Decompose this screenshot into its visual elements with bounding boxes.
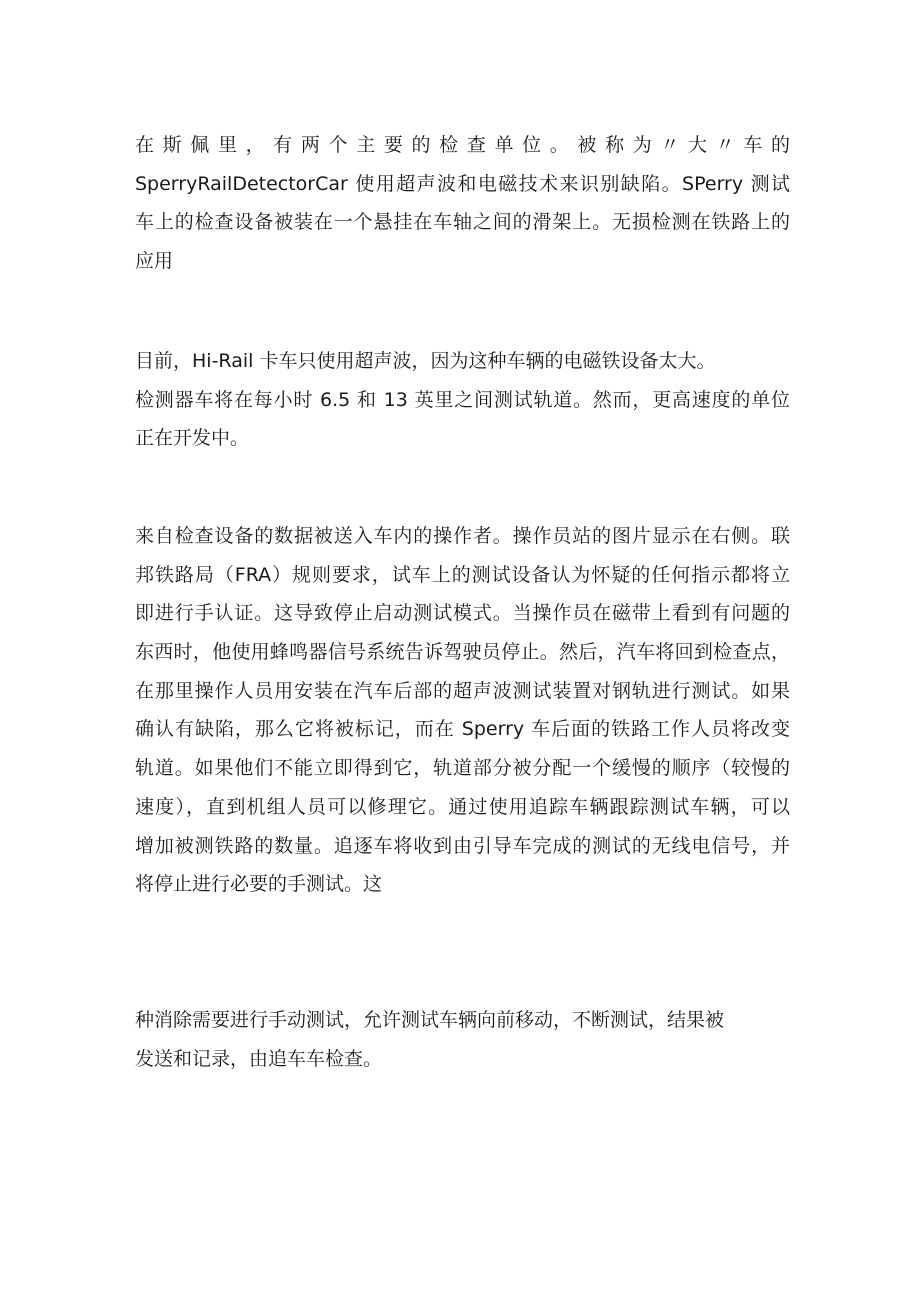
paragraph-line: 将停止进行必要的手测试。这	[135, 873, 383, 896]
paragraph-line: 发送和记录，由追车车检查。	[135, 1047, 383, 1070]
paragraph-line: 种消除需要进行手动测试，允许测试车辆向前移动，不断测试，结果被	[135, 1009, 725, 1031]
paragraph-line: 应用	[135, 250, 174, 273]
paragraph-1	[135, 126, 790, 281]
paragraph-line: 在斯佩里，有两个主要的检查单位。被称为〃大〃车的	[135, 134, 790, 156]
paragraph-line: 在那里操作人员用安装在汽车后部的超声波测试装置对钢轨进行测试。如果	[135, 679, 790, 702]
paragraph-line: 检测器车将在每小时 6.5 和 13 英里之间测试轨道。然而，更高速度的单位	[135, 388, 790, 411]
paragraph-line: 即进行手认证。这导致停止启动测试模式。当操作员在磁带上看到有问题的	[135, 602, 790, 625]
paragraph-line: SperryRailDetectorCar 使用超声波和电磁技术来识别缺陷。SPerry 测试	[135, 172, 790, 195]
paragraph-line: 确认有缺陷，那么它将被标记，而在 Sperry 车后面的铁路工作人员将改变	[135, 718, 790, 741]
paragraph-line: 速度），直到机组人员可以修理它。通过使用追踪车辆跟踪测试车辆，可以	[135, 795, 790, 818]
paragraph-line: 正在开发中。	[135, 427, 250, 450]
paragraph-line: 增加被测铁路的数量。追逐车将收到由引导车完成的测试的无线电信号，并	[135, 834, 790, 857]
paragraph-line: 东西时，他使用蜂鸣器信号系统告诉驾驶员停止。然后，汽车将回到检查点，	[135, 641, 790, 664]
paragraph-3	[135, 517, 790, 904]
paragraph-line: 轨道。如果他们不能立即得到它，轨道部分被分配一个缓慢的顺序（较慢的	[135, 757, 790, 780]
paragraph-line: 邦铁路局（FRA）规则要求，试车上的测试设备认为怀疑的任何指示都将立	[135, 563, 790, 586]
paragraph-4	[135, 1001, 790, 1078]
paragraph-line: 来自检查设备的数据被送入车内的操作者。操作员站的图片显示在右侧。联	[135, 525, 790, 547]
paragraph-line: 车上的检查设备被装在一个悬挂在车轴之间的滑架上。无损检测在铁路上的	[135, 211, 790, 234]
paragraph-2	[135, 342, 790, 458]
paragraph-line: 目前，Hi-Rail 卡车只使用超声波，因为这种车辆的电磁铁设备太大。	[135, 350, 716, 372]
